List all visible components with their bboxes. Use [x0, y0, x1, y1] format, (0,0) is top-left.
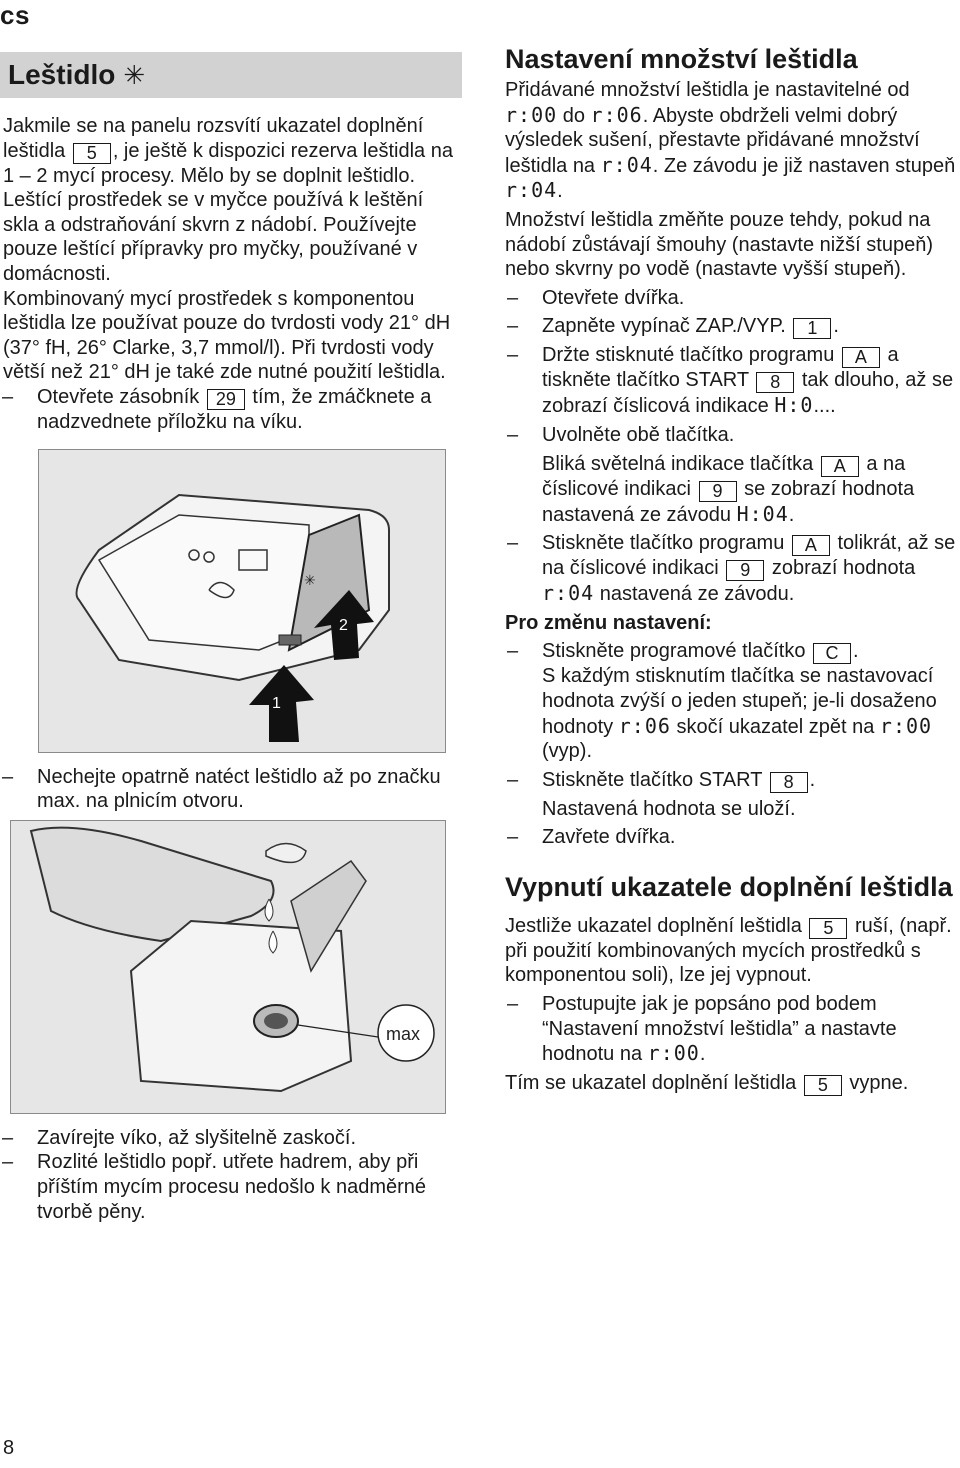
step-close-door: – Zavřete dvířka.	[507, 826, 676, 849]
svg-text:✳: ✳	[304, 572, 316, 589]
intro-paragraph-3: Kombinovaný mycí prostředek s komponentou leštidla lze používat pouze do tvrdosti vody 21° dH (37° fH, 26° Clarke, 3,7 mmol/l). Při tvrdosti vody větší než 21° dH je také zde nutné použití leštidla.	[3, 287, 451, 384]
disable-paragraph-1: Jestliže ukazatel doplnění leštidla 5 ruší, (např. při použití kombinovaných mycích prostředků s komponentou soli), lze jej vypnout.	[505, 914, 952, 987]
setting-paragraph-2: Množství leštidla změňte pouze tehdy, pokud na nádobí zůstávají šmouhy (nastavte nižší stupeň) nebo skvrny po vodě (nastavte vyšší stupeň).	[505, 208, 934, 281]
section-header-rinse-aid	[0, 52, 462, 98]
step-release-buttons-note: Bliká světelná indikace tlačítka A a na číslicové indikaci 9 se zobrazí hodnota nastavená ze závodu H:04.	[542, 452, 915, 526]
key-29: 29	[207, 389, 245, 410]
step-open-dispenser: – Otevřete zásobník 29 tím, že zmáčknete a nadzvednete příložku na víku.	[2, 385, 432, 433]
left-column	[0, 52, 462, 1224]
step-open-door: – Otevřete dvířka.	[507, 286, 685, 309]
setting-paragraph-1: Přidávané množství leštidla je nastavitelné od r:00 do r:06. Abyste obdrželi velmi dobrý výsledek sušení, přestavte přidávané množství leštidla na r:04. Ze závodu je již nastaven stupeň r:04.	[505, 79, 956, 203]
intro-paragraph-2: Leštící prostředek se v myčce používá k leštění skla a odstraňování skvrn z nádobí. Používejte pouze leštící přípravky pro myčky, používané v domácnosti.	[3, 189, 424, 285]
rinse-aid-sparkle-icon: ✳	[123, 59, 146, 90]
heading-change-setting: Pro změnu nastavení:	[505, 611, 712, 634]
figure-label-1: 1	[272, 694, 281, 712]
step-fill-rinse-aid: – Nechejte opatrně natéct leštidlo až po značku max. na plnicím otvoru.	[2, 765, 441, 813]
figure-open-dispenser	[38, 449, 446, 753]
step-press-c-note: S každým stisknutím tlačítka se nastavovací hodnota zvýší o jeden stupeň; je-li dosaženo hodnoty r:06 skočí ukazatel zpět na r:00 (vyp).	[542, 665, 937, 763]
step-hold-buttons: – Držte stisknuté tlačítko programu A a tiskněte tlačítko START 8 tak dlouho, až se zobrazí číslicová indikace H:0....	[507, 344, 954, 418]
step-close-lid: – Zavírejte víko, až slyšitelně zaskočí.	[2, 1126, 357, 1149]
disable-paragraph-2: Tím se ukazatel doplnění leštidla 5 vypne.	[505, 1071, 909, 1095]
step-press-program-button: – Stiskněte tlačítko programu A tolikrát, až se na číslicové indikaci 9 zobrazí hodnota r:04 nastavená ze závodu.	[507, 532, 956, 606]
key-5: 5	[73, 143, 111, 164]
intro-paragraph-1: Jakmile se na panelu rozsvítí ukazatel doplnění leštidla 5 , je ještě k dispozici rezerva leštidla na 1 – 2 mycí procesy. Mělo by se doplnit leštidlo.	[3, 115, 453, 187]
step-press-c: – Stiskněte programové tlačítko C .	[507, 640, 859, 664]
step-wipe-spill: – Rozlité leštidlo popř. utřete hadrem, aby při příštím mycím procesu nedošlo k nadměrné tvorbě pěny.	[2, 1151, 427, 1223]
figure-label-max: max	[386, 1023, 421, 1044]
step-release-buttons: – Uvolněte obě tlačítka.	[507, 423, 735, 446]
figure-label-2: 2	[339, 616, 348, 634]
section-title: Leštidlo	[8, 59, 116, 90]
step-press-start: – Stiskněte tlačítko START 8 .	[507, 768, 816, 792]
intro-text	[0, 114, 462, 385]
figure-fill-rinse-aid	[10, 820, 446, 1114]
page-number: 8	[3, 1437, 15, 1459]
step-disable: – Postupujte jak je popsáno pod bodem “Nastavení množství leštidla” a nastavte hodnotu na r:00.	[507, 993, 897, 1066]
language-tag: cs	[0, 0, 30, 30]
right-column	[505, 44, 960, 1096]
step-power-on: – Zapněte vypínač ZAP./VYP. 1 .	[507, 315, 839, 339]
heading-setting-amount: Nastavení množství leštidla	[505, 44, 858, 74]
step-press-start-note: Nastavená hodnota se uloží.	[542, 797, 796, 820]
heading-disable-indicator: Vypnutí ukazatele doplnění leštidla	[505, 871, 953, 902]
